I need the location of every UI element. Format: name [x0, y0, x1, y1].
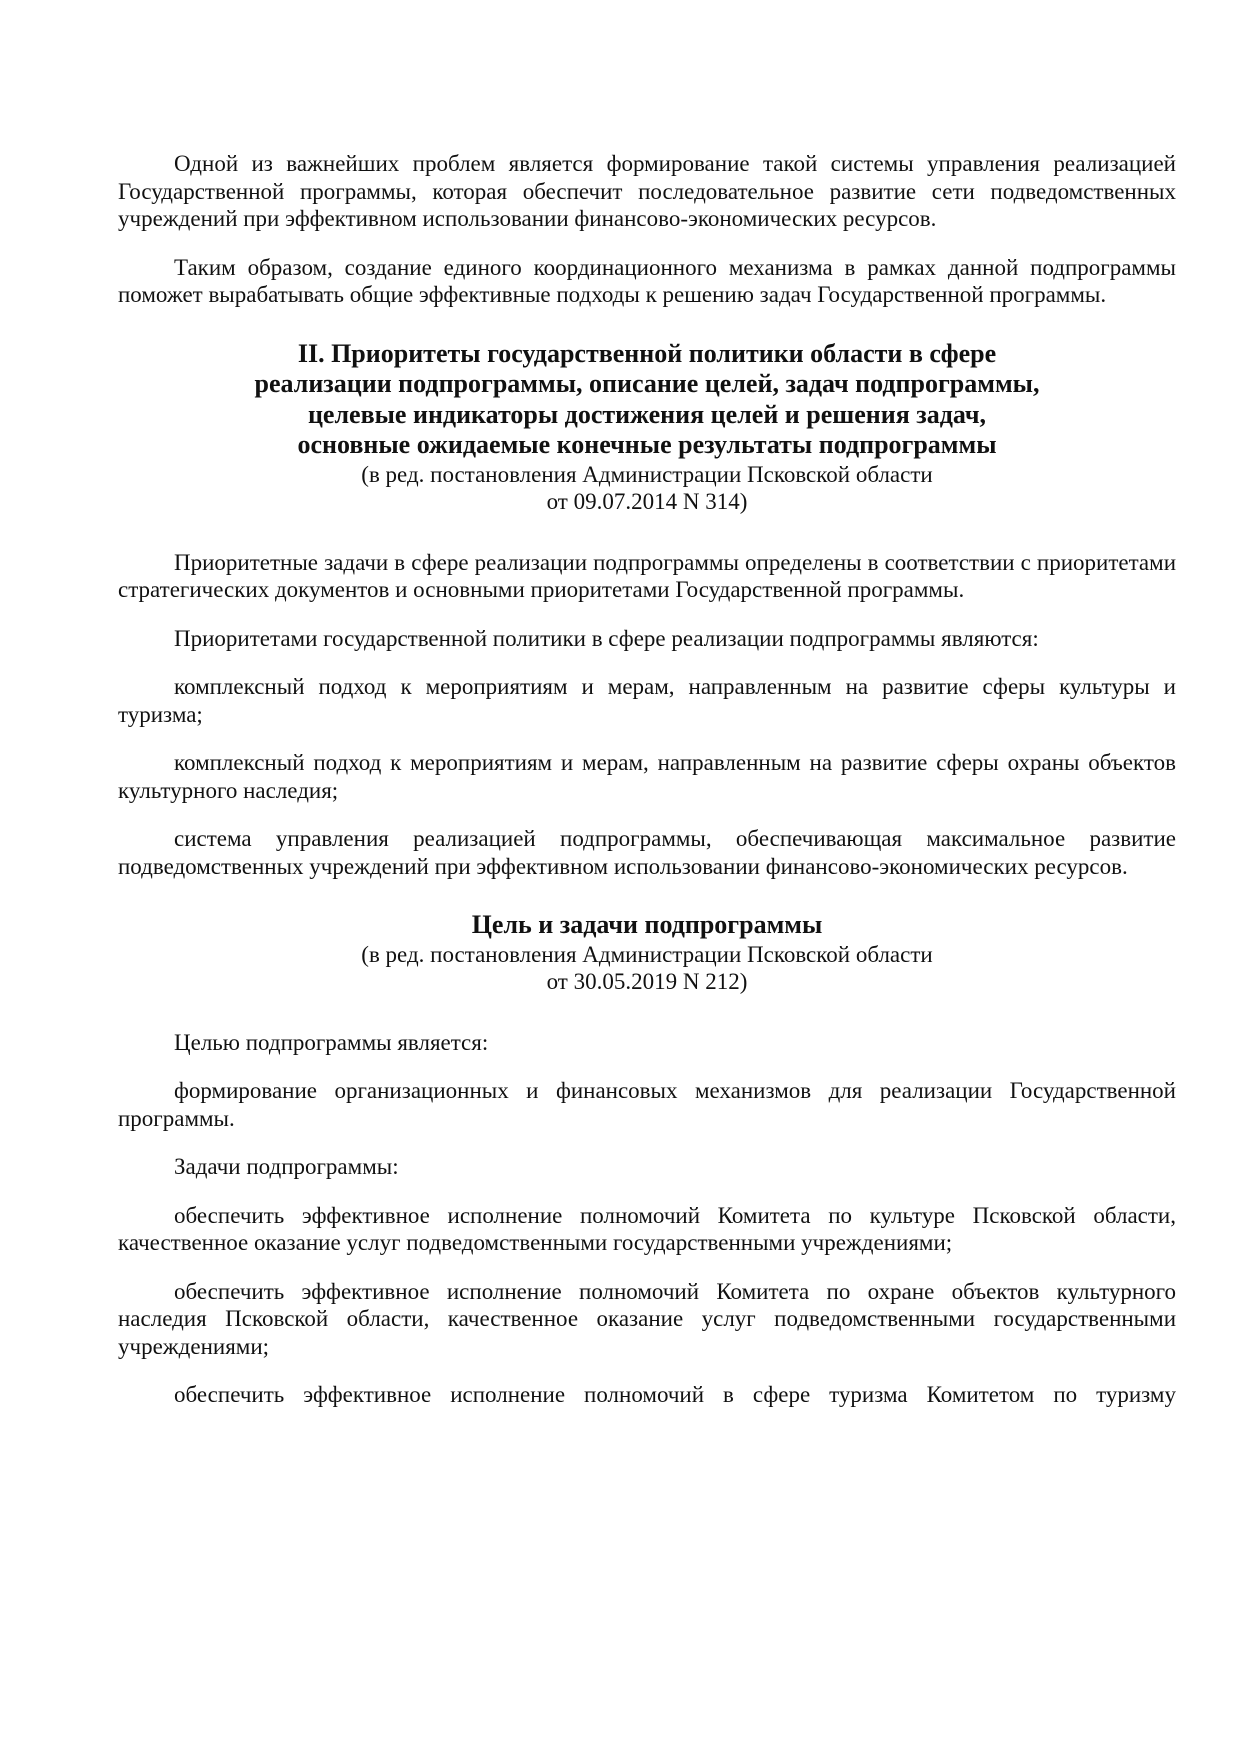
- paragraph: обеспечить эффективное исполнение полномочий в сфере туризма Комитетом по туризму: [174, 1382, 1176, 1407]
- amendment-note: от 09.07.2014 N 314): [546, 489, 748, 514]
- section-2-title-line: II. Приоритеты государственной политики области в сфере: [297, 338, 997, 368]
- section-2-title-line: реализации подпрограммы, описание целей, задач подпрограммы,: [254, 369, 1040, 398]
- section-2-title-line: основные ожидаемые конечные результаты подпрограммы: [297, 430, 997, 459]
- goals-title: Цель и задачи подпрограммы: [471, 910, 823, 939]
- amendment-note: (в ред. постановления Администрации Псковской области: [361, 941, 933, 967]
- paragraph: обеспечить эффективное исполнение полномочий Комитета по культуре Псковской области, качественное оказание услуг подведомственными государственными учреждениями;: [118, 1202, 1176, 1255]
- paragraph: Задачи подпрограммы:: [174, 1154, 399, 1179]
- amendment-note: (в ред. постановления Администрации Псковской области: [361, 461, 933, 487]
- paragraph: комплексный подход к мероприятиям и мерам, направленным на развитие сферы охраны объектов культурного наследия;: [118, 750, 1176, 803]
- paragraph: обеспечить эффективное исполнение полномочий Комитета по охране объектов культурного наследия Псковской области, качественное оказание услуг подведомственными государственными учреждениями;: [118, 1278, 1176, 1359]
- paragraph: Таким образом, создание единого координационного механизма в рамках данной подпрограммы поможет вырабатывать общие эффективные подходы к решению задач Государственной программы.: [118, 254, 1176, 307]
- paragraph: Приоритетные задачи в сфере реализации подпрограммы определены в соответствии с приоритетами стратегических документов и основными приоритетами Государственной программы.: [118, 549, 1176, 602]
- paragraph: комплексный подход к мероприятиям и мерам, направленным на развитие сферы культуры и туризма;: [118, 674, 1176, 727]
- goals-heading: [118, 910, 1176, 996]
- paragraph: Одной из важнейших проблем является формирование такой системы управления реализацией Государственной программы, которая обеспечит последовательное развитие сети подведомственных учреждений при эффективном использовании финансово-экономических ресурсов.: [118, 151, 1176, 231]
- amendment-note: от 30.05.2019 N 212): [546, 969, 748, 994]
- section-2-title-line: целевые индикаторы достижения целей и решения задач,: [307, 399, 987, 429]
- section-2-heading: [118, 339, 1176, 516]
- document-page: [118, 150, 1176, 1430]
- paragraph: формирование организационных и финансовых механизмов для реализации Государственной программы.: [118, 1078, 1176, 1131]
- paragraph: Приоритетами государственной политики в сфере реализации подпрограммы являются:: [174, 625, 1039, 651]
- paragraph: система управления реализацией подпрограммы, обеспечивающая максимальное развитие подведомственных учреждений при эффективном использовании финансово-экономических ресурсов.: [118, 826, 1176, 879]
- paragraph: Целью подпрограммы является:: [174, 1029, 489, 1055]
